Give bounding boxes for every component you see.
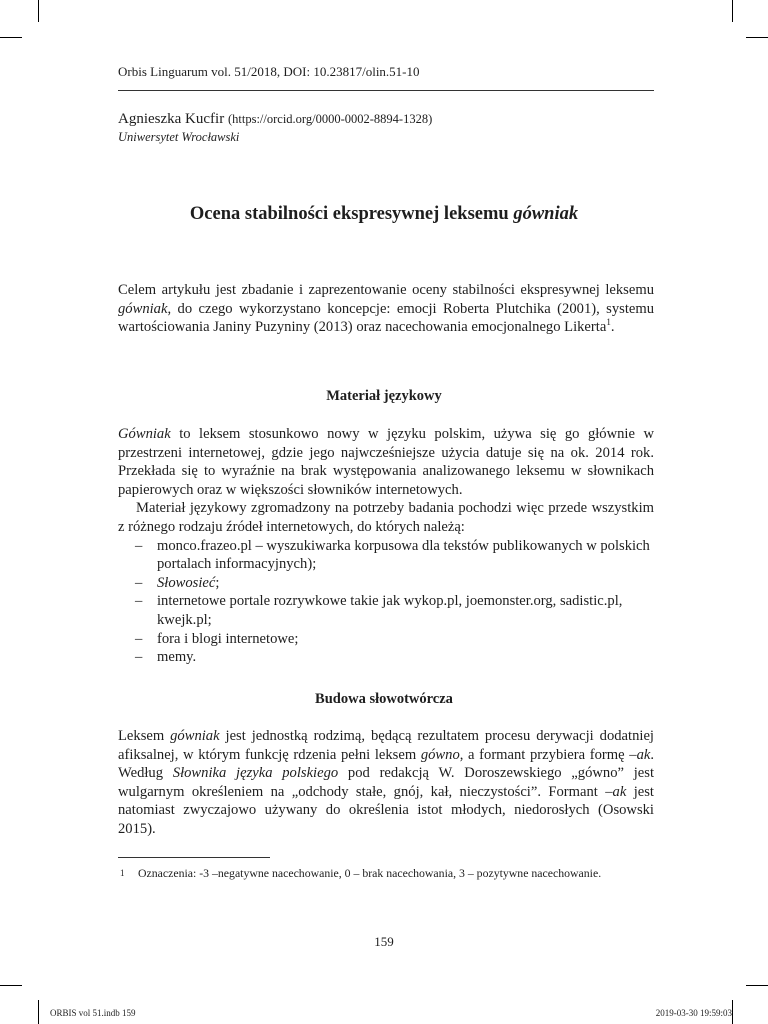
slug-file: ORBIS vol 51.indb 159 <box>50 1008 136 1018</box>
abstract-paragraph: Celem artykułu jest zbadanie i zaprezentowanie oceny stabilności ekspresywnej leksemu gówniak, do czego wykorzystano koncepcje: emocji Roberta Plutchika (2001), systemu wartościowania Janiny Puzyniny (2013) oraz nacechowania emocjonalnego Likerta$^1$. <box>118 282 654 336</box>
list-item: – fora i blogi internetowe; <box>135 630 299 647</box>
section-heading-word-formation: Budowa słowotwórcza <box>315 691 453 707</box>
list-item: – memy. <box>135 649 197 666</box>
title-prefix: Ocena stabilności ekspresywnej leksemu <box>189 204 514 224</box>
title-term: gówniak <box>513 204 579 224</box>
header-rule <box>118 90 654 91</box>
paragraph: Leksem gówniak jest jednostką rodzimą, będącą rezultatem procesu derywacji dodatniej afiksalnej, w którym funkcję rdzenia pełni leksem gówno, a formant przybiera formę –ak. Według Słownika języka polskiego pod redakcją W. Doroszewskiego „gówno” jest wulgarnym określeniem na „odchody stałe, gnój, kał, nieczystości”. Formant –ak jest natomiast zwyczajowo używany do określenia istot młodych, niedorosłych (Osowski 2015). <box>118 728 655 837</box>
crop-mark-bottom-left-h <box>0 985 22 986</box>
section-heading-material: Materiał językowy <box>326 388 442 404</box>
footnote-number: 1 <box>120 868 125 878</box>
crop-mark-bottom-right-v <box>732 1000 733 1024</box>
crop-mark-top-left-h <box>0 37 22 38</box>
page-number: 159 <box>374 934 394 949</box>
crop-mark-top-right-h <box>746 37 768 38</box>
crop-mark-top-left-v <box>38 0 39 22</box>
slug-datetime: 2019-03-30 19:59:03 <box>655 1008 732 1018</box>
abstract <box>118 281 654 337</box>
paragraph: Materiał językowy zgromadzony na potrzeby badania pochodzi więc przede wszystkim z różnego rodzaju źródeł internetowych, do których należą: <box>118 500 654 535</box>
author-affiliation: Uniwersytet Wrocławski <box>118 130 240 144</box>
author-orcid-link[interactable]: (https://orcid.org/0000-0002-8894-1328) <box>227 112 433 126</box>
crop-mark-top-right-v <box>732 0 733 22</box>
section-material-body <box>118 425 654 667</box>
footnote-text: Oznaczenia: -3 –negatywne nacechowanie, 0 – brak nacechowania, 3 – pozytywne nacechowanie. <box>138 866 602 880</box>
paragraph: Gówniak to leksem stosunkowo nowy w języku polskim, używa się go głównie w przestrzeni internetowej, gdzie jego najwcześniejsze użycia datuje się na ok. 2014 rok. Przekłada się to wyraźnie na brak występowania analizowanego leksemu w słownikach papierowych oraz w większości słowników internetowych. <box>118 426 654 498</box>
crop-mark-bottom-right-h <box>746 985 768 986</box>
article-title <box>0 204 768 225</box>
list-item: – monco.frazeo.pl – wyszukiwarka korpusowa dla tekstów publikowanych w polskich portalach informacyjnych); <box>135 537 650 573</box>
footnote <box>118 865 654 881</box>
source-list <box>118 537 654 667</box>
footnote-rule <box>118 857 270 858</box>
crop-mark-bottom-left-v <box>38 1000 39 1024</box>
author-name: Agnieszka Kucfir <box>118 111 225 127</box>
list-item: – internetowe portale rozrywkowe takie jak wykop.pl, joemonster.org, sadistic.pl, kwejk.pl; <box>135 593 623 628</box>
footnote-ref[interactable]: 1 <box>606 317 611 328</box>
list-item: – Słowosieć; <box>135 574 220 591</box>
journal-reference: Orbis Linguarum vol. 51/2018, DOI: 10.23817/olin.51-10 <box>118 64 420 79</box>
author-line <box>118 111 432 128</box>
section-word-formation-body <box>118 727 654 839</box>
